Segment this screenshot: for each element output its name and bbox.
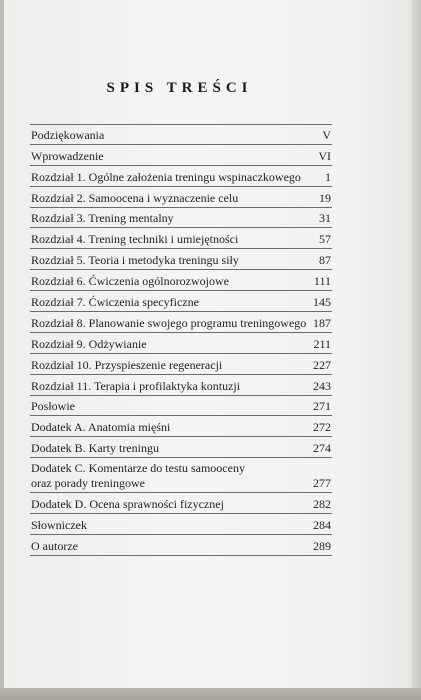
toc-entry-label: Rozdział 4. Trening techniki i umiejętności — [31, 232, 239, 247]
toc-entry-label: Rozdział 5. Teoria i metodyka treningu siły — [31, 253, 239, 268]
toc-entry-page-number: 19 — [319, 190, 331, 205]
toc-entry-page-number: 272 — [313, 420, 331, 435]
toc-entry — [30, 416, 332, 437]
toc-entry — [30, 354, 332, 375]
toc-entry-label: Słowniczek — [31, 518, 87, 533]
toc-entry-label: Dodatek B. Karty treningu — [31, 441, 159, 456]
page-edge — [412, 0, 421, 690]
toc-entry — [30, 124, 332, 145]
toc-entry — [30, 166, 332, 187]
toc-entry-page-number: 282 — [313, 497, 331, 512]
table-of-contents — [30, 124, 332, 556]
toc-entry-label: Rozdział 7. Ćwiczenia specyficzne — [31, 295, 199, 310]
toc-entry-page-number: 243 — [313, 378, 331, 393]
toc-entry — [30, 493, 332, 514]
toc-entry — [30, 333, 332, 354]
toc-entry — [30, 458, 332, 493]
toc-entry — [30, 396, 332, 417]
toc-entry-label: Rozdział 2. Samoocena i wyznaczenie celu — [31, 190, 239, 205]
toc-entry-page-number: 227 — [313, 357, 331, 372]
toc-entry — [30, 208, 332, 229]
toc-entry — [30, 187, 332, 208]
toc-entry-label: Wprowadzenie — [31, 148, 104, 163]
toc-entry-label: Rozdział 8. Planowanie swojego programu treningowego — [31, 315, 307, 330]
toc-entry — [30, 312, 332, 333]
toc-entry-label: Dodatek A. Anatomia mięśni — [31, 420, 171, 435]
toc-entry — [30, 249, 332, 270]
toc-entry — [30, 437, 332, 458]
toc-entry-label: Dodatek C. Komentarze do testu samooceny oraz porady treningowe — [31, 461, 245, 491]
toc-entry-page-number: 1 — [325, 169, 331, 184]
toc-entry — [30, 291, 332, 312]
toc-entry-page-number: 289 — [313, 538, 331, 553]
toc-entry-page-number: 211 — [313, 336, 331, 351]
toc-entry-page-number: 31 — [319, 211, 331, 226]
toc-entry-page-number: 284 — [313, 518, 331, 533]
toc-entry-label: Rozdział 3. Trening mentalny — [31, 211, 174, 226]
toc-entry-page-number: 111 — [313, 274, 331, 289]
toc-entry — [30, 514, 332, 535]
toc-entry — [30, 535, 332, 556]
toc-entry-label: Rozdział 1. Ogólne założenia treningu wspinaczkowego — [31, 169, 301, 184]
toc-entry — [30, 228, 332, 249]
toc-entry-label: Rozdział 6. Ćwiczenia ogólnorozwojowe — [31, 274, 229, 289]
toc-entry-page-number: 187 — [313, 315, 331, 330]
toc-entry-page-number: 271 — [313, 399, 331, 414]
toc-entry-page-number: 145 — [313, 295, 331, 310]
toc-entry-page-number: 274 — [313, 441, 331, 456]
toc-entry-label: O autorze — [31, 538, 78, 553]
toc-entry-label: Posłowie — [31, 399, 76, 414]
toc-entry-page-number: V — [322, 127, 331, 142]
toc-entry-page-number: 87 — [319, 253, 331, 268]
background-surface — [0, 688, 421, 700]
toc-entry-label: Podziękowania — [31, 127, 105, 142]
toc-entry-label: Dodatek D. Ocena sprawności fizycznej — [31, 497, 224, 512]
toc-entry — [30, 375, 332, 396]
toc-entry-label: Rozdział 9. Odżywianie — [31, 336, 147, 351]
toc-entry-page-number: 57 — [319, 232, 331, 247]
toc-entry-page-number: 277 — [313, 476, 331, 491]
toc-entry — [30, 270, 332, 291]
toc-entry-label: Rozdział 11. Terapia i profilaktyka kontuzji — [31, 378, 241, 393]
toc-entry — [30, 145, 332, 166]
toc-entry-label: Rozdział 10. Przyspieszenie regeneracji — [31, 357, 223, 372]
toc-entry-page-number: VI — [318, 148, 331, 163]
page-title: SPIS TREŚCI — [106, 80, 253, 96]
